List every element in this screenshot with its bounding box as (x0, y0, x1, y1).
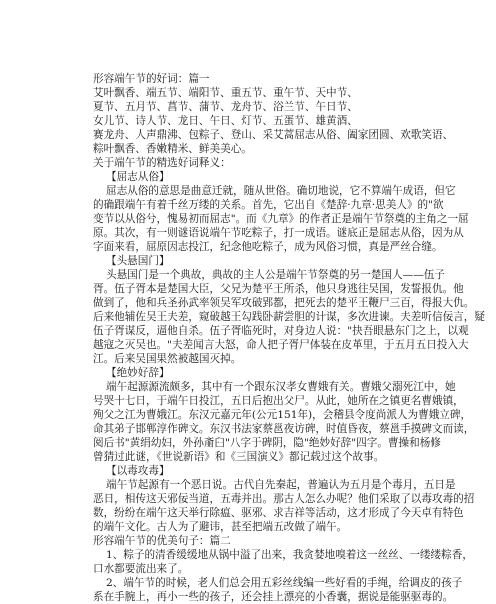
section-heading: 【绝妙好辞】 (106, 367, 170, 379)
text-line: 恶日，相传这天邪佞当道，五毒并出。那古人怎么办呢？他们采取了以毒攻毒的招 (93, 493, 475, 505)
text-line: 关于端午节的精选好词释义： (93, 157, 231, 169)
text-line: 变节以从俗兮，愧易初而屈志"。而《九章》的作者正是端午节祭奠的主角之一屈 (93, 213, 469, 225)
text-line: 命其弟子邯郸淳作碑文。东汉书法家蔡邕夜访碑，时值昏夜，蔡邕手摸碑文而读， (93, 423, 475, 435)
text-line: 系在手腕上，再小一些的孩子，还会挂上漂亮的小香囊，据说是能驱驱毒的。 (93, 591, 454, 603)
text-line: 夏节、五月节、菖节、蒲节、龙舟节、浴兰节、午日节、 (93, 101, 358, 113)
document-body (0, 72, 496, 604)
text-line: 艾叶飘香、端五节、端阳节、重五节、重午节、天中节、 (93, 87, 358, 99)
text-line: 字面来看，屈原因志投江，纪念他吃粽子，成为风俗习惯，真是严丝合缝。 (93, 241, 443, 253)
text-line: 原。其次，有一则谜语说端午节吃粽子，打一成语。谜底正是屈志从俗，因为从 (93, 227, 464, 239)
text-line: 屈志从俗的意思是曲意迁就，随从世俗。确切地说，它不算端午成语，但它 (106, 185, 456, 197)
section-heading: 【以毒攻毒】 (106, 465, 170, 477)
text-line: 女儿节、诗人节、龙日、午日、灯节、五蛋节、雄黄酒、 (93, 115, 358, 127)
text-line: 粽叶飘香、香嫩精米、鲜美美心。 (93, 143, 252, 155)
text-line: 端午节起源有一个恶日说。古代自先秦起，普遍认为五月是个毒月，五日是 (106, 479, 456, 491)
text-line: 后来他辅佐吴王夫差，窥破越王勾践卧薪尝胆的计谋，多次进谏。夫差听信佞言，疑 (93, 311, 485, 323)
text-line: 伍子胥谋反，逼他自杀。伍子胥临死时，对身边人说："抉吾眼悬东门之上，以观 (93, 325, 469, 337)
text-line: 头悬国门是一个典故，典故的主人公是端午节祭奠的另一楚国人——伍子 (106, 269, 445, 281)
text-line: 2、端午节的时候，老人们总会用五彩丝线编一些好看的手绳，给调皮的孩子 (106, 577, 463, 589)
text-line: 口水都要流出来了。 (93, 563, 189, 575)
text-line: 1、粽子的清香缓缓地从锅中溢了出来，我贪婪地嗅着这一丝丝、一缕缕粽香， (106, 549, 473, 561)
text-line: 形容端午节的好词：篇一 (93, 73, 210, 85)
text-line: 胥。伍子胥本是楚国大臣，父兄为楚平王所杀，他只身逃往吴国，发誓报仇。他 (93, 283, 464, 295)
text-line: 江。后来吴国果然被越国灭掉。 (93, 353, 242, 365)
text-line: 端午起源源流颇多，其中有一个跟东汉孝女曹娥有关。曹娥父溺死江中，她 (106, 381, 456, 393)
text-line: 的端午文化。古人为了避讳，甚至把端五改做了端午。 (93, 521, 348, 533)
text-line: 越寇之灭吴也。"夫差闻言大怒，命人把子胥尸体装在皮革里，于五月五日投入大 (93, 339, 469, 351)
text-line: 殉父之江为曹娥江。东汉元嘉元年(公元151年)，会稽县令度尚派人为曹娥立碑， (93, 409, 472, 421)
section-heading: 【头悬国门】 (106, 255, 170, 267)
section-heading: 【屈志从俗】 (106, 171, 170, 183)
text-line: 曾猜过此谜，《世说新语》和《三国演义》都记载过这个故事。 (93, 451, 385, 463)
text-line: 赛龙舟、人声鼎沸、包粽子、登山、采艾蒿屈志从俗、阖家团圆、欢歌笑语、 (93, 129, 454, 141)
text-line: 形容端午节的优美句子：篇二 (93, 535, 231, 547)
text-line: 数，纷纷在端午这天举行除瘟、驱邪、求吉祥等活动，这才形成了今天卓有特色 (93, 507, 464, 519)
text-line: 阅后书"黄绢幼妇，外孙齑臼"八字于碑阴，隐"绝妙好辞"四字。曹操和杨修 (93, 437, 441, 449)
text-line: 的确跟端午有着千丝万缕的关系。首先，它出自《楚辞·九章·思美人》的"欲 (93, 199, 444, 211)
text-line: 做到了，他和兵圣孙武率领吴军攻破郢都，把死去的楚平王鞭尸三百，得报大仇。 (93, 297, 475, 309)
text-line: 号哭十七日，于端午日投江，五日后抱出父尸。从此，她所在之镇更名曹娥镇， (93, 395, 464, 407)
